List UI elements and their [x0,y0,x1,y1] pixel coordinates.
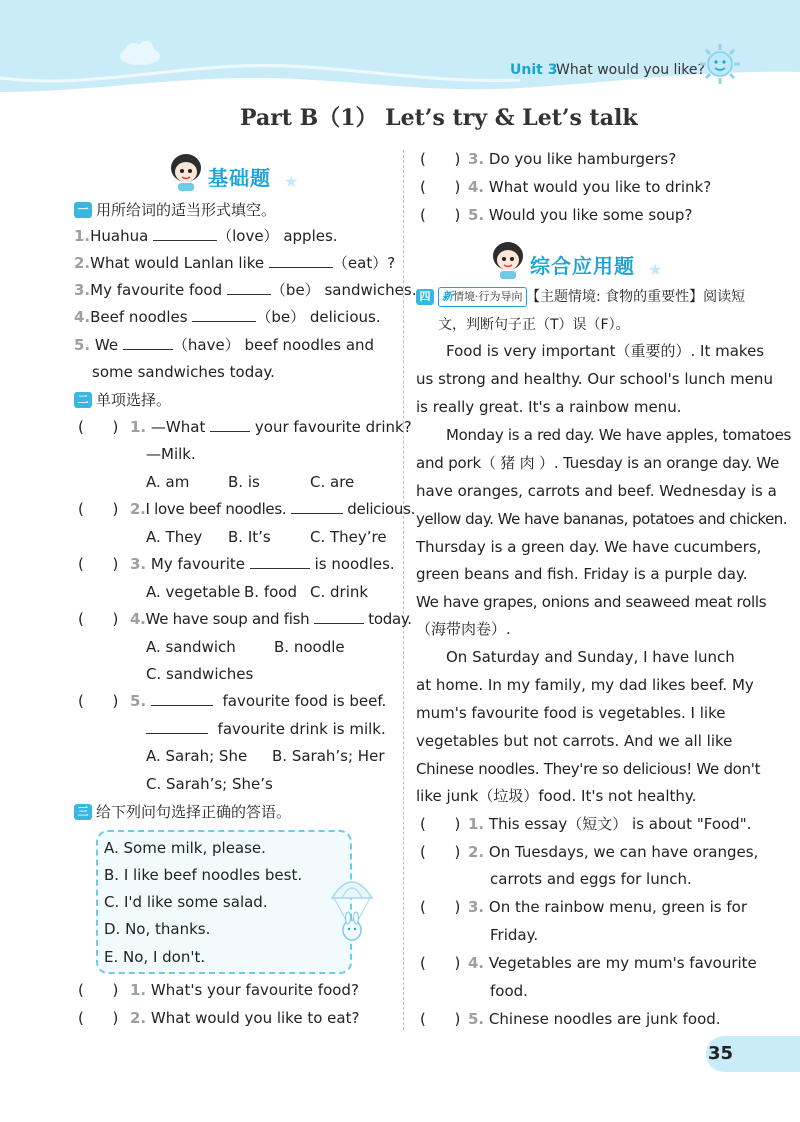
s1-item-3: 3.My favourite food （be） sandwiches. [74,281,417,299]
passage-line: us strong and healthy. Our school's lunch menu [416,370,773,388]
parachute-bunny-icon [328,872,376,950]
s2-q2-opt-c: C. They’re [310,528,387,546]
s2-q1-opt-b: B. is [228,473,260,491]
s3-q3: 3. Do you like hamburgers? [468,150,677,168]
answer-paren[interactable]: ( ) [420,178,461,196]
answer-paren[interactable]: ( ) [78,555,119,573]
s4-q3: 3. On the rainbow menu, green is for [468,898,748,916]
answer-paren[interactable]: ( ) [420,843,461,861]
answer-blank[interactable] [192,307,256,322]
passage-line: have oranges, carrots and beef. Wednesday is a [416,482,777,500]
section-1-icon: 一 [74,202,92,218]
answer-blank[interactable] [291,499,343,514]
section-4-icon: 四 [416,289,434,305]
page-number: 35 [708,1043,734,1064]
passage-line: green beans and fish. Friday is a purple day. [416,565,748,583]
passage-line: Monday is a red day. We have apples, tomatoes [446,426,792,444]
section-badge-applied: 综合应用题 [530,254,635,278]
s2-q5-opt-a: A. Sarah; She [146,747,248,765]
answer-blank[interactable] [146,719,208,734]
s3-option-a: A. Some milk, please. [104,839,266,857]
answer-blank[interactable] [123,335,173,350]
s4-q4: 4. Vegetables are my mum's favourite [468,954,757,972]
section-2-icon: 二 [74,392,92,408]
s4-q3-line2: Friday. [490,926,539,944]
answer-paren[interactable]: ( ) [420,898,461,916]
answer-paren[interactable]: ( ) [78,692,119,710]
answer-blank[interactable] [314,609,364,624]
section-2-title: 单项选择。 [96,391,172,409]
answer-paren[interactable]: ( ) [78,981,119,999]
answer-paren[interactable]: ( ) [78,500,119,518]
passage-line: Thursday is a green day. We have cucumbers, [416,538,762,556]
s3-option-c: C. I'd like some salad. [104,893,268,911]
new-tag: 新情境·行为导向 [438,287,527,307]
star-icon: ★ [284,172,299,191]
section-3-title: 给下列问句选择正确的答语。 [96,803,292,821]
answer-blank[interactable] [250,554,310,569]
section-4-title-line2: 文，判断句子正（T）误（F）。 [438,317,630,333]
unit-label: Unit 3 [510,62,558,78]
passage-line: We have grapes, onions and seaweed meat rolls [416,593,767,611]
s2-q3-opt-b: B. food [244,583,297,601]
s3-q2: 2. What would you like to eat? [130,1009,360,1027]
s3-q4: 4. What would you like to drink? [468,178,712,196]
s2-q4-opt-b: B. noodle [274,638,345,656]
answer-blank[interactable] [269,253,333,268]
s2-q5-opt-b: B. Sarah’s; Her [272,747,385,765]
s2-q4: 4.We have soup and fish today. [130,610,412,628]
s2-q1-opt-c: C. are [310,473,355,491]
passage-line: Chinese noodles. They're so delicious! We don't [416,760,761,778]
s2-q5: 5. favourite food is beef. [130,692,387,710]
sun-icon [698,42,742,86]
s2-q1-opt-a: A. am [146,473,190,491]
passage-line: is really great. It's a rainbow menu. [416,398,682,416]
answer-blank[interactable] [151,691,213,706]
answer-paren[interactable]: ( ) [78,610,119,628]
s2-q1-line2: —Milk. [146,445,196,463]
s3-option-e: E. No, I don't. [104,948,206,966]
s3-q1: 1. What's your favourite food? [130,981,359,999]
s3-q5: 5. Would you like some soup? [468,206,693,224]
s4-q4-line2: food. [490,982,528,1000]
passage-line: and pork（ 猪 肉 ）. Tuesday is an orange day. We [416,454,780,472]
answer-paren[interactable]: ( ) [420,206,461,224]
s1-item-1: 1.Huahua （love） apples. [74,227,338,245]
passage-line: yellow day. We have bananas, potatoes and chicken. [416,510,788,528]
s2-q1: 1. —What your favourite drink? [130,418,412,436]
answer-blank[interactable] [153,226,217,241]
cloud-icon [118,38,162,68]
s4-q1: 1. This essay（短文） is about "Food". [468,815,752,833]
s2-q2-opt-a: A. They [146,528,203,546]
passage-line: at home. In my family, my dad likes beef. My [416,676,754,694]
s2-q2: 2.I love beef noodles. delicious. [130,500,416,518]
s1-item-5: 5. We （have） beef noodles and [74,336,375,354]
section-badge-basic: 基础题 [208,166,271,190]
answer-paren[interactable]: ( ) [420,1010,461,1028]
s2-q3-opt-c: C. drink [310,583,369,601]
s2-q4-opt-c: C. sandwiches [146,665,254,683]
s1-item-4: 4.Beef noodles （be） delicious. [74,308,381,326]
passage-line: Food is very important（重要的）. It makes [446,342,765,360]
answer-paren[interactable]: ( ) [78,1009,119,1027]
answer-paren[interactable]: ( ) [420,954,461,972]
s2-q3: 3. My favourite is noodles. [130,555,395,573]
s4-q5: 5. Chinese noodles are junk food. [468,1010,721,1028]
mascot-icon [166,150,206,192]
passage-line: mum's favourite food is vegetables. I like [416,704,726,722]
passage-line: On Saturday and Sunday, I have lunch [446,648,735,666]
passage-line: like junk（垃圾）food. It's not healthy. [416,787,697,805]
passage-line: vegetables but not carrots. And we all like [416,732,733,750]
mascot-icon [488,238,528,280]
page-title: Part B（1） Let’s try & Let’s talk [240,105,638,131]
s1-item-5-line2: some sandwiches today. [92,363,275,381]
s1-item-2: 2.What would Lanlan like （eat）? [74,254,396,272]
star-icon: ★ [648,260,663,279]
answer-paren[interactable]: ( ) [420,815,461,833]
s2-q4-opt-a: A. sandwich [146,638,236,656]
s2-q2-opt-b: B. It’s [228,528,271,546]
s3-option-d: D. No, thanks. [104,920,211,938]
section-4-title-line1: 【主题情境: 食物的重要性】阅读短 [526,289,746,305]
s4-q2: 2. On Tuesdays, we can have oranges, [468,843,759,861]
unit-title: What would you like? [556,62,705,78]
answer-paren[interactable]: ( ) [78,418,119,436]
s2-q3-opt-a: A. vegetable [146,583,241,601]
passage-line: （海带肉卷）. [416,620,511,638]
section-3-icon: 三 [74,804,92,820]
s3-option-b: B. I like beef noodles best. [104,866,303,884]
s2-q5-line2: favourite drink is milk. [146,719,386,739]
section-1-title: 用所给词的适当形式填空。 [96,201,277,219]
answer-paren[interactable]: ( ) [420,150,461,168]
s4-q2-line2: carrots and eggs for lunch. [490,870,692,888]
s2-q5-opt-c: C. Sarah’s; She’s [146,775,273,793]
answer-blank[interactable] [210,417,250,432]
answer-blank[interactable] [227,280,271,295]
